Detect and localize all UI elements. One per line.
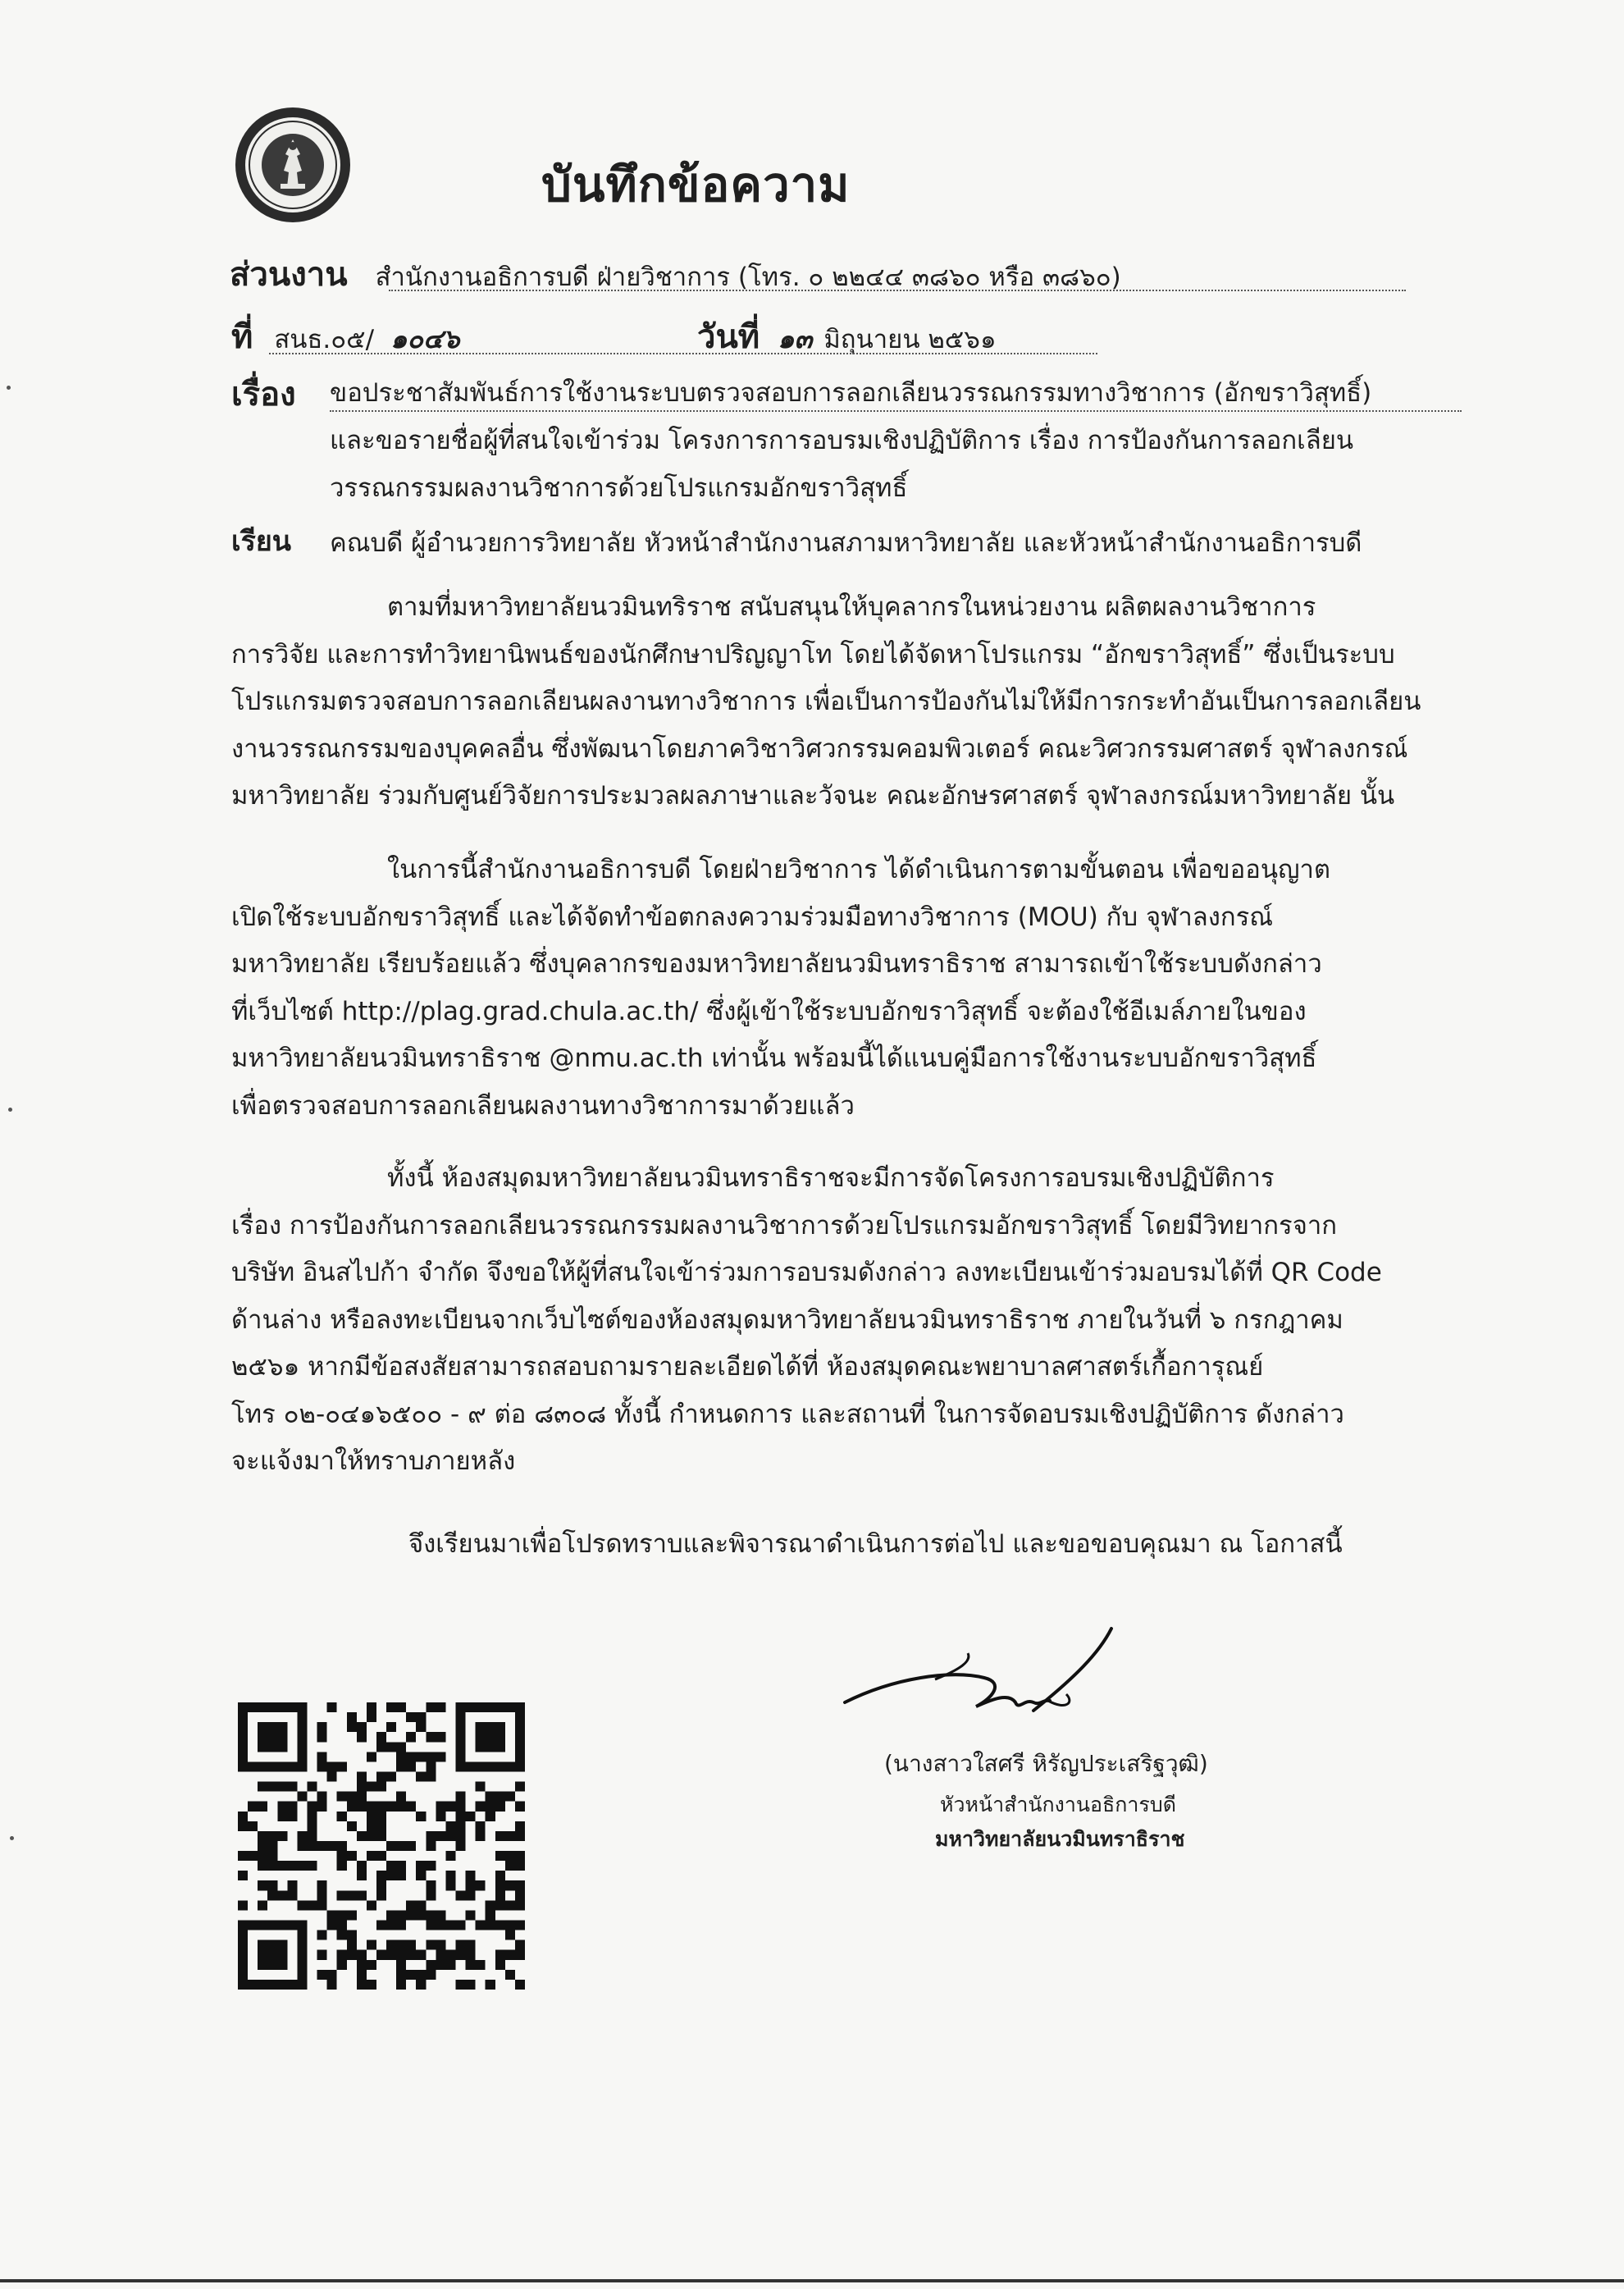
paragraph-line: ที่เว็บไซต์ http://plag.grad.chula.ac.th/ ซึ่งผู้เข้าใช้ระบบอักขราวิสุทธิ์ จะต้องใช้อีเมล์ภายในของ: [231, 996, 1307, 1026]
date-label: วันที่: [697, 318, 760, 356]
paragraph-line: โทร ๐๒-๐๔๑๖๕๐๐ - ๙ ต่อ ๘๓๐๘ ทั้งนี้ กำหนดการ และสถานที่ ในการจัดอบรมเชิงปฏิบัติการ ดังกล่าว: [231, 1399, 1344, 1429]
date-month-year: มิถุนายน ๒๕๖๑: [823, 325, 997, 354]
paragraph-line: เรื่อง การป้องกันการลอกเลียนวรรณกรรมผลงานวิชาการด้วยโปรแกรมอักขราวิสุทธิ์ โดยมีวิทยากรจาก: [231, 1210, 1338, 1240]
paragraph-line: มหาวิทยาลัยนวมินทราธิราช @nmu.ac.th เท่านั้น พร้อมนี้ได้แนบคู่มือการใช้งานระบบอักขราวิสุทธิ์: [231, 1044, 1317, 1073]
paragraph-line: มหาวิทยาลัย เรียบร้อยแล้ว ซึ่งบุคลากรของมหาวิทยาลัยนวมินทราธิราช สามารถเข้าใช้ระบบดังกล่าว: [231, 949, 1322, 979]
signatory-name: (นางสาวใสศรี หิรัญประเสริฐวุฒิ): [884, 1750, 1208, 1777]
to-label: เรียน: [231, 525, 292, 558]
paragraph-line: การวิจัย และการทำวิทยานิพนธ์ของนักศึกษาปริญญาโท โดยได้จัดหาโปรแกรม “อักขราวิสุทธิ์” ซึ่งเป็นระบบ: [231, 639, 1395, 669]
body-paragraph-3: [231, 1155, 1437, 1486]
dotted-line: [269, 353, 1097, 354]
paragraph-line: ทั้งนี้ ห้องสมุดมหาวิทยาลัยนวมินทราธิราชจะมีการจัดโครงการอบรมเชิงปฏิบัติการ: [387, 1163, 1275, 1193]
dotted-line: [330, 410, 1462, 412]
subject-label: เรื่อง: [231, 376, 296, 413]
number-row: [231, 310, 459, 363]
paragraph-line: เพื่อตรวจสอบการลอกเลียนผลงานทางวิชาการมาด้วยแล้ว: [231, 1090, 855, 1121]
number-label: ที่: [231, 318, 253, 356]
signatory-organization: มหาวิทยาลัยนวมินทราธิราช: [935, 1827, 1185, 1851]
body-paragraph-2: [231, 847, 1437, 1130]
signature-icon: [828, 1620, 1140, 1735]
paragraph-line: ๒๕๖๑ หากมีข้อสงสัยสามารถสอบถามรายละเอียดได้ที่ ห้องสมุดคณะพยาบาลศาสตร์เกื้อการุณย์: [231, 1352, 1264, 1382]
paragraph-line: ด้านล่าง หรือลงทะเบียนจากเว็บไซต์ของห้องสมุดมหาวิทยาลัยนวมินทราธิราช ภายในวันที่ ๖ กรกฎาคม: [231, 1304, 1343, 1335]
number-prefix: สนธ.๐๕/: [274, 325, 375, 354]
date-row: [697, 310, 997, 363]
department-value: สำนักงานอธิการบดี ฝ่ายวิชาการ (โทร. ๐ ๒๒๔๔ ๓๘๖๐ หรือ ๓๘๖๐): [375, 263, 1121, 292]
scan-speck: [7, 386, 11, 390]
dotted-line: [389, 290, 1406, 291]
subject-text: [330, 369, 1478, 512]
memo-title: บันทึกข้อความ: [541, 157, 851, 212]
paragraph-line: มหาวิทยาลัย ร่วมกับศูนย์วิจัยการประมวลผลภาษาและวัจนะ คณะอักษรศาสตร์ จุฬาลงกรณ์มหาวิทยาลัย นั้น: [231, 781, 1395, 811]
department-label: ส่วนงาน: [230, 256, 348, 294]
paragraph-line: เปิดใช้ระบบอักขราวิสุทธิ์ และได้จัดทำข้อตกลงความร่วมมือทางวิชาการ (MOU) กับ จุฬาลงกรณ์: [231, 902, 1274, 932]
signatory-position: หัวหน้าสำนักงานอธิการบดี: [940, 1793, 1176, 1816]
subject-line: และขอรายชื่อผู้ที่สนใจเข้าร่วม โครงการการอบรมเชิงปฏิบัติการ เรื่อง การป้องกันการลอกเลียน: [330, 426, 1354, 455]
paragraph-line: ตามที่มหาวิทยาลัยนวมินทริราช สนับสนุนให้บุคลากรในหน่วยงาน ผลิตผลงานวิชาการ: [387, 592, 1316, 622]
qr-code-icon[interactable]: [238, 1702, 525, 1990]
to-value: คณบดี ผู้อำนวยการวิทยาลัย หัวหน้าสำนักงานสภามหาวิทยาลัย และหัวหน้าสำนักงานอธิการบดี: [330, 528, 1362, 558]
university-seal-icon: [233, 105, 353, 225]
scan-speck: [8, 1108, 12, 1112]
paragraph-line: งานวรรณกรรมของบุคคลอื่น ซึ่งพัฒนาโดยภาควิชาวิศวกรรมคอมพิวเตอร์ คณะวิศวกรรมศาสตร์ จุฬาลงกรณ์: [231, 733, 1408, 764]
paragraph-line: บริษัท อินสไปก้า จำกัด จึงขอให้ผู้ที่สนใจเข้าร่วมการอบรมดังกล่าว ลงทะเบียนเข้าร่วมอบรมได้ที่ QR Code: [231, 1258, 1382, 1287]
paragraph-line: โปรแกรมตรวจสอบการลอกเลียนผลงานทางวิชาการ เพื่อเป็นการป้องกันไม่ให้มีการกระทำอันเป็นการลอกเลียน: [231, 687, 1421, 716]
paragraph-line: จะแจ้งมาให้ทราบภายหลัง: [231, 1446, 516, 1476]
body-paragraph-1: [231, 584, 1437, 820]
department-row: [230, 248, 1121, 300]
subject-line: ขอประชาสัมพันธ์การใช้งานระบบตรวจสอบการลอกเลียนวรรณกรรมทางวิชาการ (อักขราวิสุทธิ์): [330, 378, 1372, 408]
scan-speck: [10, 1836, 14, 1840]
closing-sentence: จึงเรียนมาเพื่อโปรดทราบและพิจารณาดำเนินการต่อไป และขอขอบคุณมา ณ โอกาสนี้: [408, 1529, 1343, 1559]
number-value: ๑๐๔๖: [390, 323, 460, 354]
paragraph-line: ในการนี้สำนักงานอธิการบดี โดยฝ่ายวิชาการ ได้ดำเนินการตามขั้นตอน เพื่อขออนุญาต: [387, 855, 1331, 884]
date-day: ๑๓: [778, 323, 813, 354]
page-edge: [0, 2279, 1624, 2282]
subject-line: วรรณกรรมผลงานวิชาการด้วยโปรแกรมอักขราวิสุทธิ์: [330, 473, 908, 503]
